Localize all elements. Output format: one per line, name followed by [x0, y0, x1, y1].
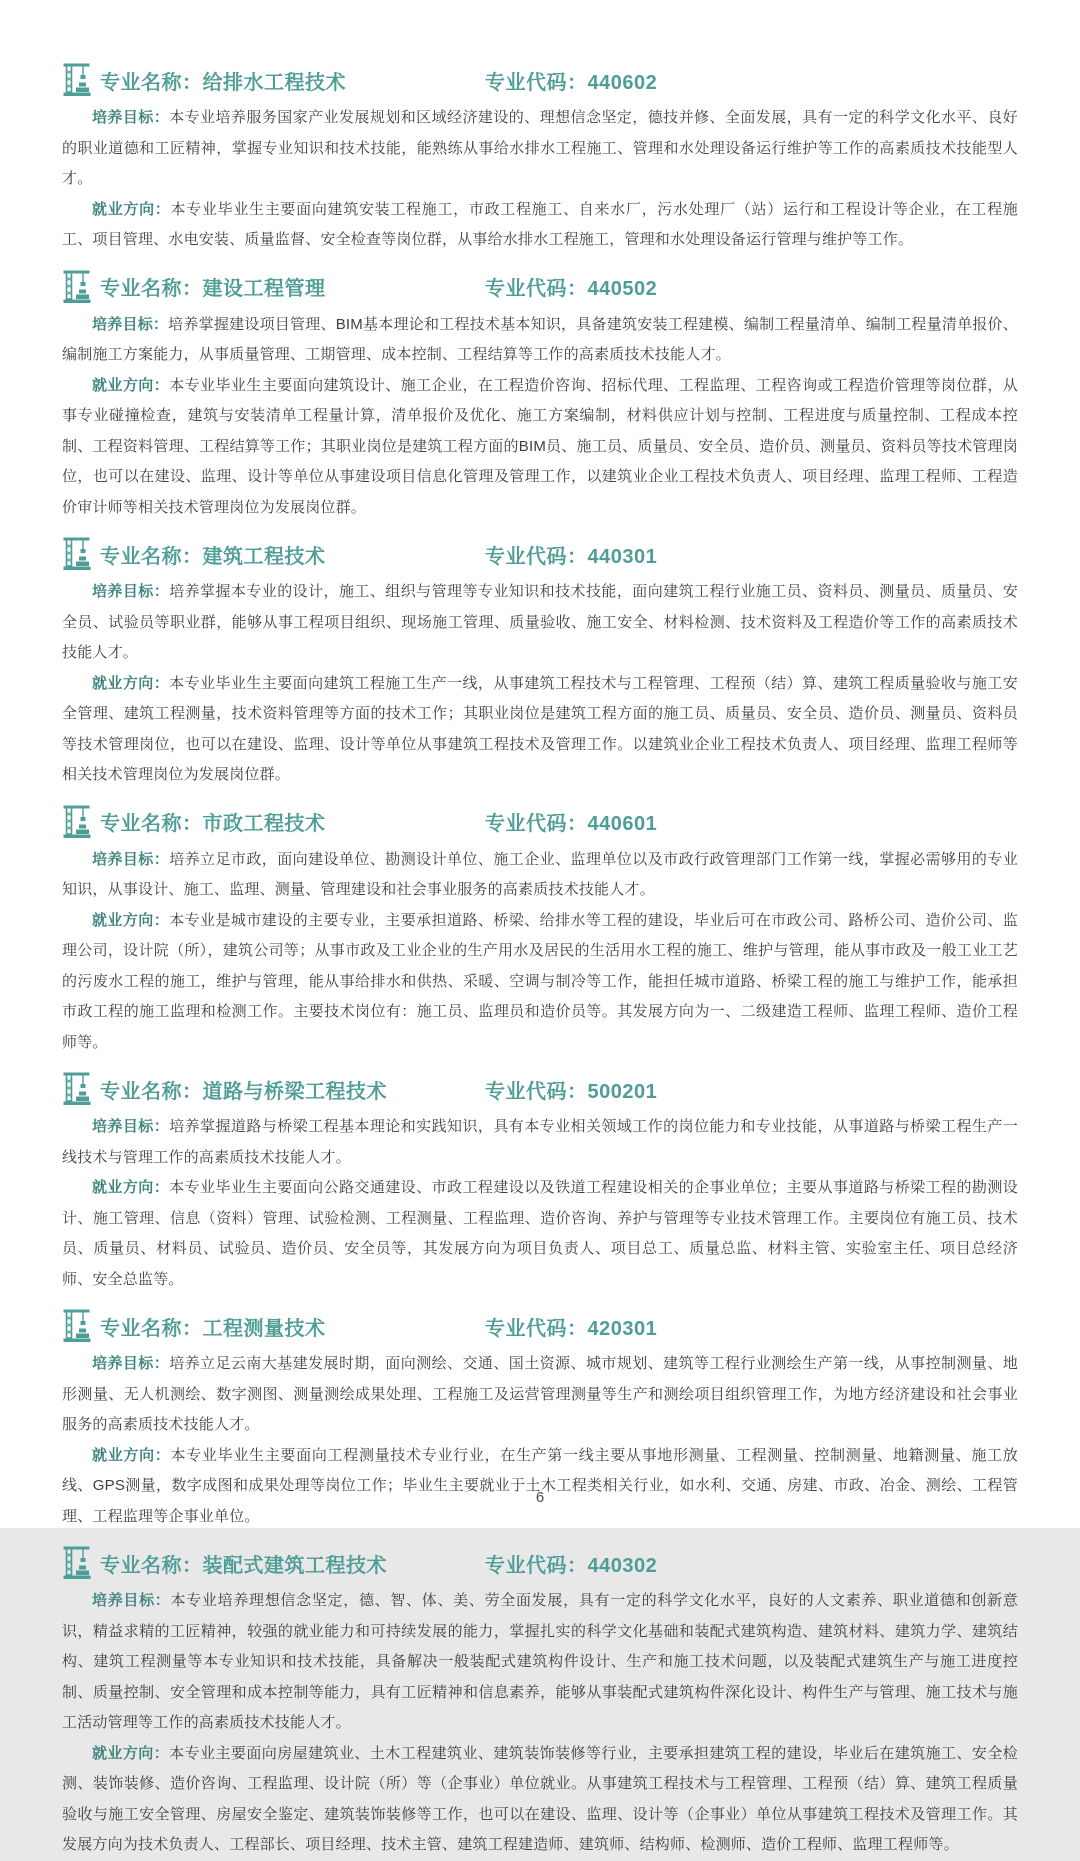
major-name — [100, 1312, 485, 1341]
career-text: 本专业主要面向房屋建筑业、土木工程建筑业、建筑装饰装修等行业，主要承担建筑工程的建设，毕业后在建筑施工、安全检测、装饰装修、造价咨询、工程监理、设计院（所）等（企事业）单位就业。从事建筑工程技术与工程管理、工程预（结）算、建筑工程质量验收与施工安全管理、房屋安全鉴定、建筑装饰装修等工作，也可以在建设、监理、设计等（企事业）单位从事建筑工程技术及管理工作。其发展方向为技术负责人、工程部长、项目经理、技术主管、建筑工程建造师、建筑师、结构师、检测师、造价工程师、监理工程师等。 — [62, 1744, 1018, 1853]
objective-label: 培养目标： — [92, 315, 169, 333]
career-label: 就业方向： — [92, 376, 170, 394]
major-name — [100, 272, 485, 301]
page-number: 6 — [535, 1489, 545, 1506]
major-title — [100, 1075, 657, 1104]
major-name-value: 建筑工程技术 — [202, 545, 326, 568]
major-code — [485, 1549, 657, 1578]
major-title — [100, 272, 657, 301]
major-header — [62, 804, 1018, 840]
major-code-value: 440502 — [587, 278, 658, 300]
major-name — [100, 807, 485, 836]
major-name-label: 专业名称： — [100, 545, 203, 568]
major-name-value: 市政工程技术 — [202, 813, 326, 835]
major-code — [485, 1312, 657, 1341]
major-section — [62, 269, 1018, 524]
career-label: 就业方向： — [92, 911, 170, 929]
objective-label: 培养目标： — [92, 850, 170, 868]
major-header — [62, 1545, 1018, 1581]
tower-crane-icon — [62, 804, 92, 840]
major-name-value: 给排水工程技术 — [202, 71, 346, 94]
major-section — [62, 804, 1018, 1059]
objective-paragraph — [62, 1349, 1018, 1441]
major-section — [62, 1071, 1018, 1295]
major-title — [100, 1549, 657, 1578]
major-code-label: 专业代码： — [485, 278, 588, 300]
objective-text: 培养立足云南大基建发展时期，面向测绘、交通、国土资源、城市规划、建筑等工程行业测绘生产第一线，从事控制测量、地形测量、无人机测绘、数字测图、测量测绘成果处理、工程施工及运营管理测量等生产和测绘项目组织管理工作，为地方经济建设和社会事业服务的高素质技术技能人才。 — [62, 1355, 1018, 1433]
major-code-label: 专业代码： — [485, 71, 588, 94]
majors-list — [62, 62, 1018, 1861]
major-name-label: 专业名称： — [100, 1554, 203, 1577]
major-code-label: 专业代码： — [485, 813, 588, 835]
objective-paragraph — [62, 103, 1018, 195]
objective-paragraph — [62, 845, 1018, 906]
objective-paragraph — [62, 310, 1018, 371]
career-text: 本专业是城市建设的主要专业，主要承担道路、桥梁、给排水等工程的建设，毕业后可在市政公司、路桥公司、造价公司、监理公司，设计院（所），建筑公司等；从事市政及工业企业的生产用水及居民的生活用水工程的施工、维护与管理，能从事市政及一般工业工艺的污废水工程的施工，维护与管理，能从事给排水和供热、采暖、空调与制冷等工作，能担任城市道路、桥梁工程的施工与维护工作，能承担市政工程的施工监理和检测工作。主要技术岗位有：施工员、监理员和造价员等。其发展方向为一、二级建造工程师、监理工程师、造价工程师等。 — [62, 911, 1018, 1051]
major-code-value: 440301 — [587, 545, 658, 568]
major-code — [485, 66, 657, 95]
major-code-label: 专业代码： — [485, 1080, 588, 1103]
major-name-label: 专业名称： — [100, 278, 203, 300]
major-header — [62, 269, 1018, 305]
career-text: 本专业毕业生主要面向建筑安装工程施工，市政工程施工、自来水厂，污水处理厂（站）运行和工程设计等企业，在工程施工、项目管理、水电安装、质量监督、安全检查等岗位群，从事给水排水工程施工，管理和水处理设备运行管理与维护等工作。 — [62, 200, 1018, 248]
career-label: 就业方向： — [92, 674, 170, 692]
career-paragraph — [62, 1173, 1018, 1295]
tower-crane-icon — [62, 1545, 92, 1581]
major-name — [100, 1075, 485, 1104]
objective-label: 培养目标： — [92, 1355, 170, 1372]
tower-crane-icon — [62, 1071, 92, 1107]
major-code-value: 440602 — [587, 71, 658, 94]
career-label: 就业方向： — [92, 200, 171, 218]
major-name — [100, 66, 485, 95]
major-title — [100, 1312, 657, 1341]
objective-paragraph — [62, 577, 1018, 669]
objective-label: 培养目标： — [92, 1592, 171, 1609]
major-name — [100, 540, 485, 569]
major-name-value: 装配式建筑工程技术 — [202, 1554, 387, 1577]
major-title — [100, 540, 657, 569]
major-code-value: 500201 — [587, 1080, 658, 1103]
major-code — [485, 1075, 657, 1104]
career-text: 本专业毕业生主要面向建筑设计、施工企业，在工程造价咨询、招标代理、工程监理、工程咨询或工程造价管理等岗位群，从事专业碰撞检查，建筑与安装清单工程量计算，清单报价及优化、施工方案编制，材料供应计划与控制、工程进度与质量控制、工程成本控制、工程资料管理、工程结算等工作；其职业岗位是建筑工程方面的BIM员、施工员、质量员、安全员、造价员、测量员、资料员等技术管理岗位，也可以在建设、监理、设计等单位从事建设项目信息化管理及管理工作，以建筑业企业工程技术负责人、项目经理、监理工程师、工程造价审计师等相关技术管理岗位为发展岗位群。 — [62, 376, 1018, 516]
major-code-label: 专业代码： — [485, 1317, 588, 1340]
major-header — [62, 1308, 1018, 1344]
major-section — [62, 536, 1018, 791]
major-header — [62, 62, 1018, 98]
career-paragraph — [62, 195, 1018, 256]
tower-crane-icon — [62, 536, 92, 572]
career-text: 本专业毕业生主要面向公路交通建设、市政工程建设以及铁道工程建设相关的企事业单位；主要从事道路与桥梁工程的勘测设计、施工管理、信息（资料）管理、试验检测、工程测量、工程监理、造价咨询、养护与管理等专业技术管理工作。主要岗位有施工员、技术员、质量员、材料员、试验员、造价员、安全员等，其发展方向为项目负责人、项目总工、质量总监、材料主管、实验室主任、项目总经济师、安全总监等。 — [62, 1179, 1018, 1288]
objective-text: 培养掌握道路与桥梁工程基本理论和实践知识，具有本专业相关领域工作的岗位能力和专业技能，从事道路与桥梁工程生产一线技术与管理工作的高素质技术技能人才。 — [62, 1118, 1018, 1166]
objective-label: 培养目标： — [92, 583, 170, 600]
major-code-value: 420301 — [587, 1317, 658, 1340]
career-text: 本专业毕业生主要面向建筑工程施工生产一线，从事建筑工程技术与工程管理、工程预（结）算、建筑工程质量验收与施工安全管理、建筑工程测量，技术资料管理等方面的技术工作；其职业岗位是建筑工程方面的施工员、质量员、安全员、造价员、测量员、资料员等技术管理岗位，也可以在建设、监理、设计等单位从事建筑工程技术及管理工作。以建筑业企业工程技术负责人、项目经理、监理工程师等相关技术管理岗位为发展岗位群。 — [62, 674, 1018, 783]
objective-text: 本专业培养服务国家产业发展规划和区域经济建设的、理想信念坚定，德技并修、全面发展，具有一定的科学文化水平、良好的职业道德和工匠精神，掌握专业知识和技术技能，能熟练从事给水排水工程施工、管理和水处理设备运行维护等工作的高素质技术技能型人才。 — [62, 109, 1018, 187]
career-paragraph — [62, 1441, 1018, 1533]
tower-crane-icon — [62, 62, 92, 98]
major-name — [100, 1549, 485, 1578]
career-label: 就业方向： — [92, 1446, 171, 1464]
major-title — [100, 66, 657, 95]
career-label: 就业方向： — [92, 1744, 170, 1762]
career-text: 本专业毕业生主要面向工程测量技术专业行业，在生产第一线主要从事地形测量、工程测量、控制测量、地籍测量、施工放线、GPS测量，数字成图和成果处理等岗位工作；毕业生主要就业于土木工程类相关行业，如水利、交通、房建、市政、冶金、测绘、工程管理、工程监理等企事业单位。 — [62, 1446, 1018, 1525]
major-section — [62, 1545, 1018, 1861]
major-code-value: 440601 — [587, 813, 658, 835]
major-name-label: 专业名称： — [100, 1080, 203, 1103]
major-title — [100, 807, 657, 836]
career-paragraph — [62, 669, 1018, 791]
career-paragraph — [62, 371, 1018, 524]
objective-paragraph — [62, 1586, 1018, 1739]
objective-text: 培养掌握建设项目管理、BIM基本理论和工程技术基本知识，具备建筑安装工程建模、编制工程量清单、编制工程量清单报价、编制施工方案能力，从事质量管理、工期管理、成本控制、工程结算等工作的高素质技术技能人才。 — [62, 315, 1018, 363]
objective-text: 本专业培养理想信念坚定，德、智、体、美、劳全面发展，具有一定的科学文化水平，良好的人文素养、职业道德和创新意识，精益求精的工匠精神，较强的就业能力和可持续发展的能力，掌握扎实的科学文化基础和装配式建筑构造、建筑材料、建筑力学、建筑结构、建筑工程测量等本专业知识和技术技能，具备解决一般装配式建筑构件设计、生产和施工技术问题，以及装配式建筑生产与施工进度控制、质量控制、安全管理和成本控制等能力，具有工匠精神和信息素养，能够从事装配式建筑构件深化设计、构件生产与管理、施工技术与施工活动管理等工作的高素质技术技能人才。 — [62, 1592, 1018, 1731]
major-name-value: 建设工程管理 — [202, 278, 326, 300]
major-name-value: 工程测量技术 — [202, 1317, 326, 1340]
major-code — [485, 540, 657, 569]
major-section — [62, 62, 1018, 256]
tower-crane-icon — [62, 1308, 92, 1344]
major-name-label: 专业名称： — [100, 813, 203, 835]
objective-text: 培养掌握本专业的设计，施工、组织与管理等专业知识和技术技能，面向建筑工程行业施工员、资料员、测量员、质量员、安全员、试验员等职业群，能够从事工程项目组织、现场施工管理、质量验收、施工安全、材料检测、技术资料及工程造价等工作的高素质技术技能人才。 — [62, 583, 1018, 661]
major-header — [62, 1071, 1018, 1107]
objective-text: 培养立足市政，面向建设单位、勘测设计单位、施工企业、监理单位以及市政行政管理部门工作第一线，掌握必需够用的专业知识，从事设计、施工、监理、测量、管理建设和社会事业服务的高素质技术技能人才。 — [62, 850, 1018, 898]
major-name-label: 专业名称： — [100, 1317, 203, 1340]
major-code-label: 专业代码： — [485, 1554, 588, 1577]
major-code-label: 专业代码： — [485, 545, 588, 568]
objective-paragraph — [62, 1112, 1018, 1173]
major-name-value: 道路与桥梁工程技术 — [202, 1080, 387, 1103]
tower-crane-icon — [62, 269, 92, 305]
major-header — [62, 536, 1018, 572]
objective-label: 培养目标： — [92, 1118, 170, 1135]
career-paragraph — [62, 906, 1018, 1059]
career-label: 就业方向： — [92, 1179, 170, 1196]
objective-label: 培养目标： — [92, 109, 170, 126]
major-code — [485, 807, 657, 836]
career-paragraph — [62, 1739, 1018, 1861]
major-code — [485, 272, 657, 301]
major-code-value: 440302 — [587, 1554, 658, 1577]
major-name-label: 专业名称： — [100, 71, 203, 94]
